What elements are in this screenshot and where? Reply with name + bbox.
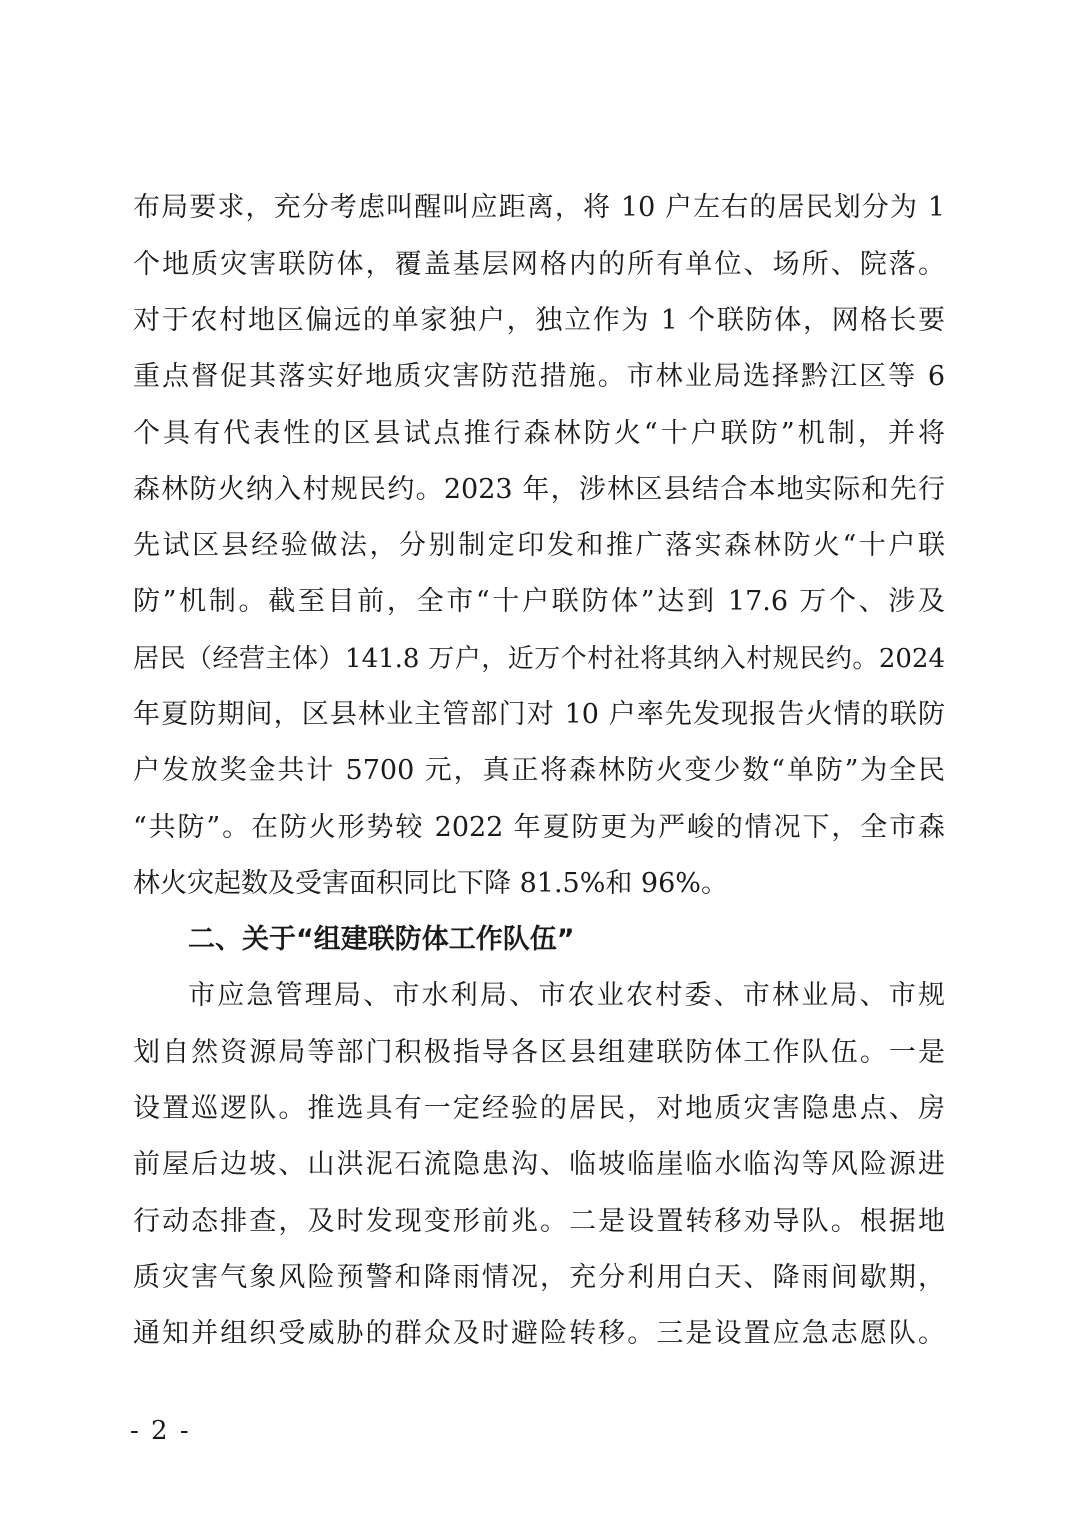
body-text-line: 个具有代表性的区县试点推行森林防火“十户联防”机制，并将 bbox=[133, 418, 945, 449]
body-text-line: 先试区县经验做法，分别制定印发和推广落实森林防火“十户联 bbox=[133, 530, 945, 561]
page-number: - 2 - bbox=[130, 1416, 191, 1446]
body-text-line: 户发放奖金共计 5700 元，真正将森林防火变少数“单防”为全民 bbox=[133, 755, 945, 786]
body-text-line: 重点督促其落实好地质灾害防范措施。市林业局选择黔江区等 6 bbox=[133, 361, 945, 392]
body-text-line: 行动态排查，及时发现变形前兆。二是设置转移劝导队。根据地 bbox=[133, 1206, 945, 1237]
body-text-line: “共防”。在防火形势较 2022 年夏防更为严峻的情况下，全市森 bbox=[133, 812, 945, 843]
body-text-line: 居民（经营主体）141.8 万户，近万个村社将其纳入村规民约。2024 bbox=[133, 644, 945, 674]
body-text-line: 划自然资源局等部门积极指导各区县组建联防体工作队伍。一是 bbox=[133, 1037, 945, 1068]
body-text-line: 林火灾起数及受害面积同比下降 81.5%和 96%。 bbox=[133, 868, 728, 899]
body-text-line: 质灾害气象风险预警和降雨情况，充分利用白天、降雨间歇期， bbox=[133, 1262, 945, 1293]
body-text-line: 对于农村地区偏远的单家独户，独立作为 1 个联防体，网格长要 bbox=[133, 305, 945, 336]
body-text-line: 通知并组织受威胁的群众及时避险转移。三是设置应急志愿队。 bbox=[133, 1318, 945, 1349]
body-text-line: 市应急管理局、市水利局、市农业农村委、市林业局、市规 bbox=[188, 980, 945, 1011]
body-text-line: 前屋后边坡、山洪泥石流隐患沟、临坡临崖临水临沟等风险源进 bbox=[133, 1149, 945, 1180]
body-text-line: 森林防火纳入村规民约。2023 年，涉林区县结合本地实际和先行 bbox=[133, 474, 945, 505]
body-text-line: 布局要求，充分考虑叫醒叫应距离，将 10 户左右的居民划分为 1 bbox=[133, 192, 945, 223]
body-text-line: 年夏防期间，区县林业主管部门对 10 户率先发现报告火情的联防 bbox=[133, 699, 945, 730]
body-text-line: 防”机制。截至目前，全市“十户联防体”达到 17.6 万个、涉及 bbox=[133, 586, 945, 617]
body-text-line: 设置巡逻队。推选具有一定经验的居民，对地质灾害隐患点、房 bbox=[133, 1093, 945, 1124]
body-text-line: 个地质灾害联防体，覆盖基层网格内的所有单位、场所、院落。 bbox=[133, 249, 945, 280]
section-heading: 二、关于“组建联防体工作队伍” bbox=[188, 924, 575, 955]
